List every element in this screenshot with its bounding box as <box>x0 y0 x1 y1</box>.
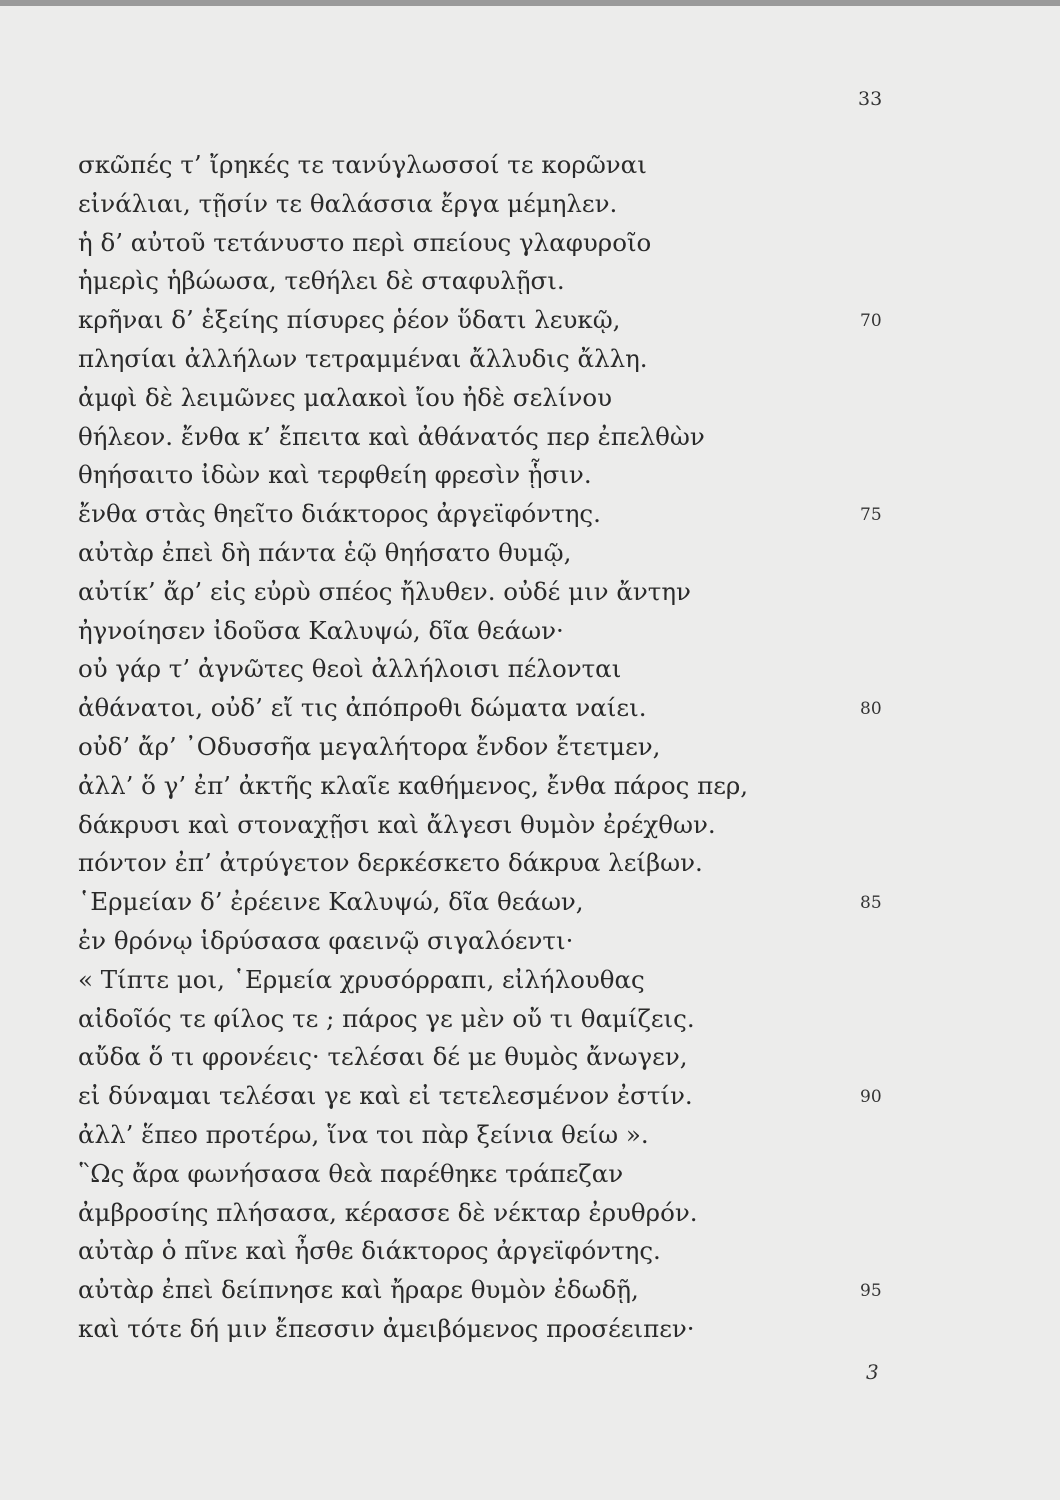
verse-line <box>78 689 1038 728</box>
verse-line <box>78 883 1038 922</box>
verse-text: πόντον ἐπ’ ἀτρύγετον δερκέσκετο δάκρυα λείβων. <box>78 848 703 878</box>
verse-line <box>78 1271 1038 1310</box>
verse-line <box>78 1232 1038 1271</box>
verse-line <box>78 379 1038 418</box>
verse-text: οὐ γάρ τ’ ἀγνῶτες θεοὶ ἀλλήλοισι πέλονται <box>78 654 622 684</box>
verse-text: εἰ δύναμαι τελέσαι γε καὶ εἰ τετελεσμένον ἐστίν. <box>78 1081 693 1111</box>
line-number: 75 <box>860 505 882 526</box>
verse-line <box>78 1000 1038 1039</box>
verse-text: « Τίπτε μοι, ῾Ερμεία χρυσόρραπι, εἰλήλουθας <box>78 964 645 994</box>
verse-text: ἐν θρόνῳ ἱδρύσασα φαεινῷ σιγαλόεντι· <box>78 925 574 955</box>
verse-line <box>78 185 1038 224</box>
line-number: 70 <box>860 311 882 332</box>
verse-line <box>78 495 1038 534</box>
verse-text: ἠγνοίησεν ἰδοῦσα Καλυψώ, δῖα θεάων· <box>78 615 564 645</box>
top-edge-rule <box>0 0 1060 6</box>
page-number: 33 <box>858 88 883 110</box>
verse-text: θήλεον. ἔνθα κ’ ἔπειτα καὶ ἀθάνατός περ ἐπελθὼν <box>78 421 705 451</box>
verse-line <box>78 844 1038 883</box>
signature-mark: 3 <box>866 1360 879 1384</box>
verse-text: αὐτίκ’ ἄρ’ εἰς εὐρὺ σπέος ἤλυθεν. οὐδέ μιν ἄντην <box>78 576 691 606</box>
verse-line <box>78 961 1038 1000</box>
verse-text: ἡμερὶς ἡβώωσα, τεθήλει δὲ σταφυλῇσι. <box>78 266 565 296</box>
verse-line <box>78 146 1038 185</box>
verse-text: πλησίαι ἀλλήλων τετραμμέναι ἄλλυδις ἄλλη. <box>78 343 648 373</box>
verse-line <box>78 262 1038 301</box>
verse-text: ῝Ως ἄρα φωνήσασα θεὰ παρέθηκε τράπεζαν <box>78 1158 624 1188</box>
verse-text: σκῶπές τ’ ἴρηκές τε τανύγλωσσοί τε κορῶναι <box>78 150 647 179</box>
verse-line <box>78 806 1038 845</box>
verse-line <box>78 1038 1038 1077</box>
verse-line <box>78 534 1038 573</box>
verse-line <box>78 1310 1038 1349</box>
verse-text: ἔνθα στὰς θηεῖτο διάκτορος ἀργεϊφόντης. <box>78 499 601 529</box>
verse-line <box>78 456 1038 495</box>
verse-text: οὐδ’ ἄρ’ ᾿Οδυσσῆα μεγαλήτορα ἔνδον ἔτετμεν, <box>78 731 661 761</box>
verse-text: κρῆναι δ’ ἑξείης πίσυρες ῥέον ὕδατι λευκῷ, <box>78 305 621 335</box>
line-number: 90 <box>860 1087 882 1108</box>
verse-text: καὶ τότε δή μιν ἔπεσσιν ἀμειβόμενος προσέειπεν· <box>78 1313 695 1343</box>
line-number: 80 <box>860 699 882 720</box>
verse-line <box>78 1116 1038 1155</box>
verse-text: ἀλλ’ ὅ γ’ ἐπ’ ἀκτῆς κλαῖε καθήμενος, ἔνθα πάρος περ, <box>78 770 749 800</box>
verse-text: αἰδοῖός τε φίλος τε ; πάρος γε μὲν οὔ τι θαμίζεις. <box>78 1003 695 1033</box>
verse-line <box>78 767 1038 806</box>
verse-text: αὐτὰρ ἐπεὶ δείπνησε καὶ ἤραρε θυμὸν ἐδωδῇ, <box>78 1275 639 1305</box>
verse-line <box>78 573 1038 612</box>
verse-text: αὐτὰρ ἐπεὶ δὴ πάντα ἑῷ θηήσατο θυμῷ, <box>78 537 572 567</box>
verse-block <box>78 146 1038 1349</box>
verse-text: ῾Ερμείαν δ’ ἐρέεινε Καλυψώ, δῖα θεάων, <box>78 887 584 917</box>
verse-line <box>78 301 1038 340</box>
verse-text: αὐτὰρ ὁ πῖνε καὶ ἦσθε διάκτορος ἀργεϊφόντης. <box>78 1236 661 1266</box>
verse-line <box>78 728 1038 767</box>
verse-text: δάκρυσι καὶ στοναχῇσι καὶ ἄλγεσι θυμὸν ἐρέχθων. <box>78 809 716 839</box>
verse-text: ἀθάνατοι, οὐδ’ εἴ τις ἀπόπροθι δώματα ναίει. <box>78 693 647 723</box>
verse-line <box>78 340 1038 379</box>
verse-line <box>78 418 1038 457</box>
verse-text: ἀμβροσίης πλήσασα, κέρασσε δὲ νέκταρ ἐρυθρόν. <box>78 1197 698 1227</box>
verse-text: ἀμφὶ δὲ λειμῶνες μαλακοὶ ἴου ἠδὲ σελίνου <box>78 382 613 412</box>
verse-line <box>78 612 1038 651</box>
verse-line <box>78 650 1038 689</box>
verse-text: αὔδα ὅ τι φρονέεις· τελέσαι δέ με θυμὸς ἄνωγεν, <box>78 1042 688 1072</box>
verse-line <box>78 1194 1038 1233</box>
line-number: 95 <box>860 1281 882 1302</box>
verse-text: θηήσαιτο ἰδὼν καὶ τερφθείη φρεσὶν ᾗσιν. <box>78 460 592 490</box>
verse-line <box>78 1077 1038 1116</box>
line-number: 85 <box>860 893 882 914</box>
verse-text: ἡ δ’ αὐτοῦ τετάνυστο περὶ σπείους γλαφυροῖο <box>78 227 652 257</box>
verse-line <box>78 922 1038 961</box>
verse-text: εἰνάλιαι, τῇσίν τε θαλάσσια ἔργα μέμηλεν. <box>78 188 618 218</box>
verse-text: ἀλλ’ ἕπεο προτέρω, ἵνα τοι πὰρ ξείνια θείω ». <box>78 1119 649 1149</box>
verse-line <box>78 1155 1038 1194</box>
verse-line <box>78 224 1038 263</box>
